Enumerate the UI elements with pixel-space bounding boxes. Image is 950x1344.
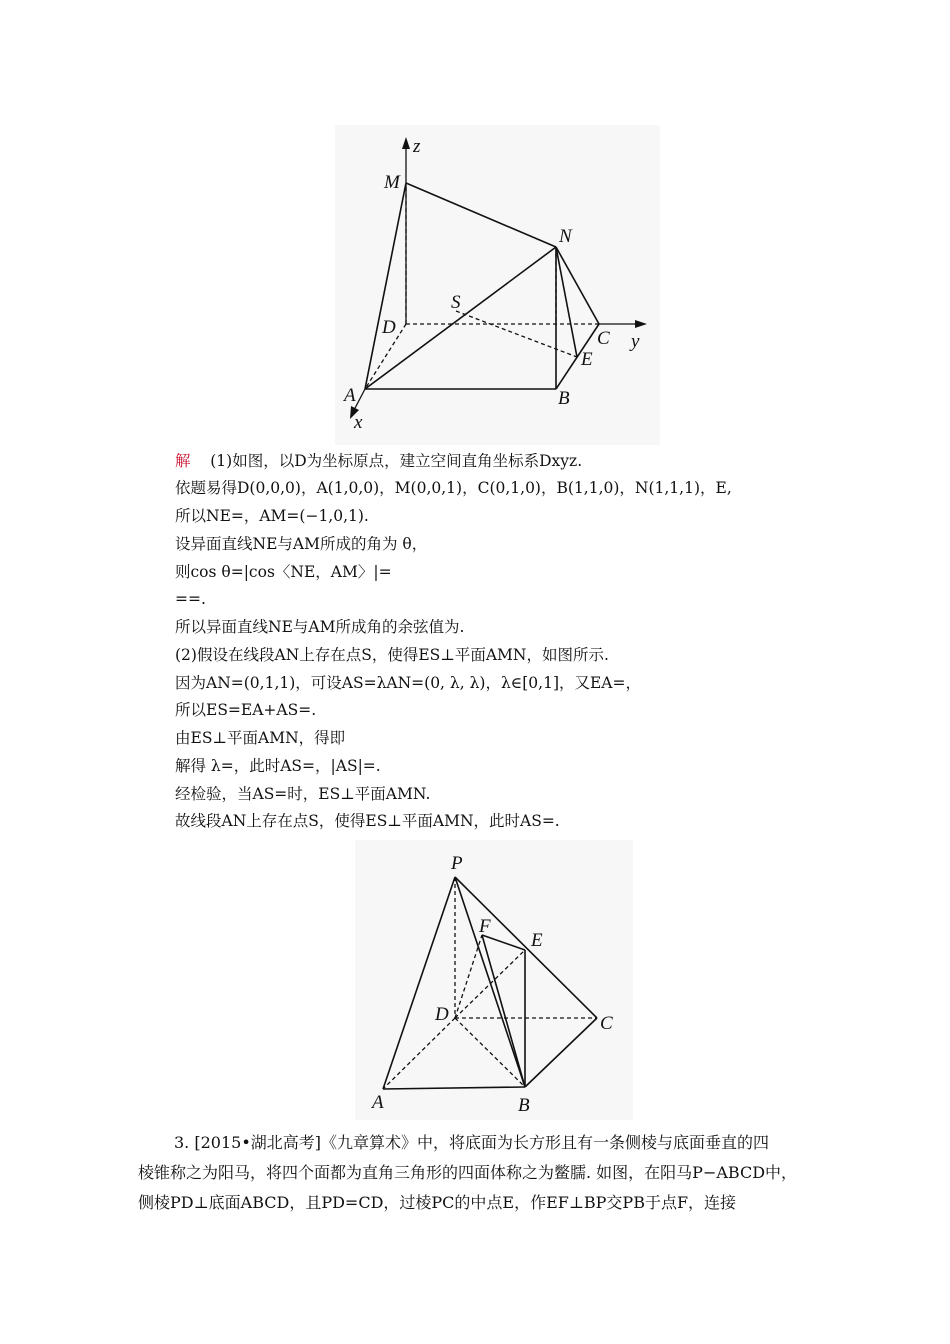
solution-line-7: 所以异面直线NE与AM所成角的余弦值为.	[175, 618, 465, 636]
solution-line-12: 解得 λ=，此时AS=，|AS|=.	[175, 757, 381, 775]
label-C: C	[597, 328, 610, 349]
problem-3-line-1: 3. [2015•湖北高考]《九章算术》中，将底面为长方形且有一条侧棱与底面垂直的四	[174, 1133, 769, 1152]
label-y: y	[631, 331, 640, 352]
solution-line-5: 则cos θ=|cos〈NE，AM〉|=	[175, 563, 392, 581]
label-z: z	[413, 136, 421, 157]
label-M: M	[384, 172, 400, 193]
solution-line-14: 故线段AN上存在点S，使得ES⊥平面AMN，此时AS=.	[175, 812, 560, 830]
label-x: x	[354, 412, 363, 433]
label-F: F	[479, 916, 491, 937]
problem-3	[138, 1128, 810, 1218]
solution-line-11: 由ES⊥平面AMN，得即	[175, 729, 346, 747]
label-A: A	[372, 1092, 384, 1113]
figure-2	[355, 840, 633, 1120]
solution-line-2: 依题易得D(0,0,0)，A(1,0,0)，M(0,0,1)，C(0,1,0)，B(1,1,0)，N(1,1,1)，E,	[175, 479, 732, 497]
label-C: C	[600, 1013, 613, 1034]
label-D: D	[435, 1004, 449, 1025]
label-E: E	[531, 930, 543, 951]
label-A: A	[344, 385, 356, 406]
label-B: B	[518, 1095, 530, 1116]
solution-tag: 解	[175, 452, 191, 470]
problem-3-line-2: 棱锥称之为阳马，将四个面都为直角三角形的四面体称之为鳖臑. 如图，在阳马P−ABCD中，	[138, 1163, 798, 1182]
label-D: D	[382, 317, 396, 338]
solution-line-10: 所以ES=EA+AS=.	[175, 701, 317, 719]
figure-1	[335, 125, 660, 445]
label-P: P	[451, 853, 463, 874]
solution-line-6: ==.	[175, 590, 206, 608]
problem-3-line-3: 侧棱PD⊥底面ABCD，且PD=CD，过棱PC的中点E，作EF⊥BP交PB于点F，连接	[138, 1193, 737, 1212]
label-N: N	[559, 226, 572, 247]
solution-line-1: 解 (1)如图，以D为坐标原点，建立空间直角坐标系Dxyz.	[175, 452, 583, 470]
solution-line-4: 设异面直线NE与AM所成的角为 θ，	[175, 535, 428, 553]
solution-line-3: 所以NE=，AM=(−1,0,1).	[175, 507, 369, 525]
solution-line-13: 经检验，当AS=时，ES⊥平面AMN.	[175, 785, 431, 803]
label-S: S	[451, 292, 461, 313]
label-B: B	[558, 388, 570, 409]
solution-line-8: (2)假设在线段AN上存在点S，使得ES⊥平面AMN，如图所示.	[175, 646, 609, 664]
label-E: E	[581, 349, 593, 370]
solution-line-9: 因为AN=(0,1,1)，可设AS=λAN=(0, λ, λ)，λ∈[0,1]，又EA=，	[175, 674, 641, 692]
